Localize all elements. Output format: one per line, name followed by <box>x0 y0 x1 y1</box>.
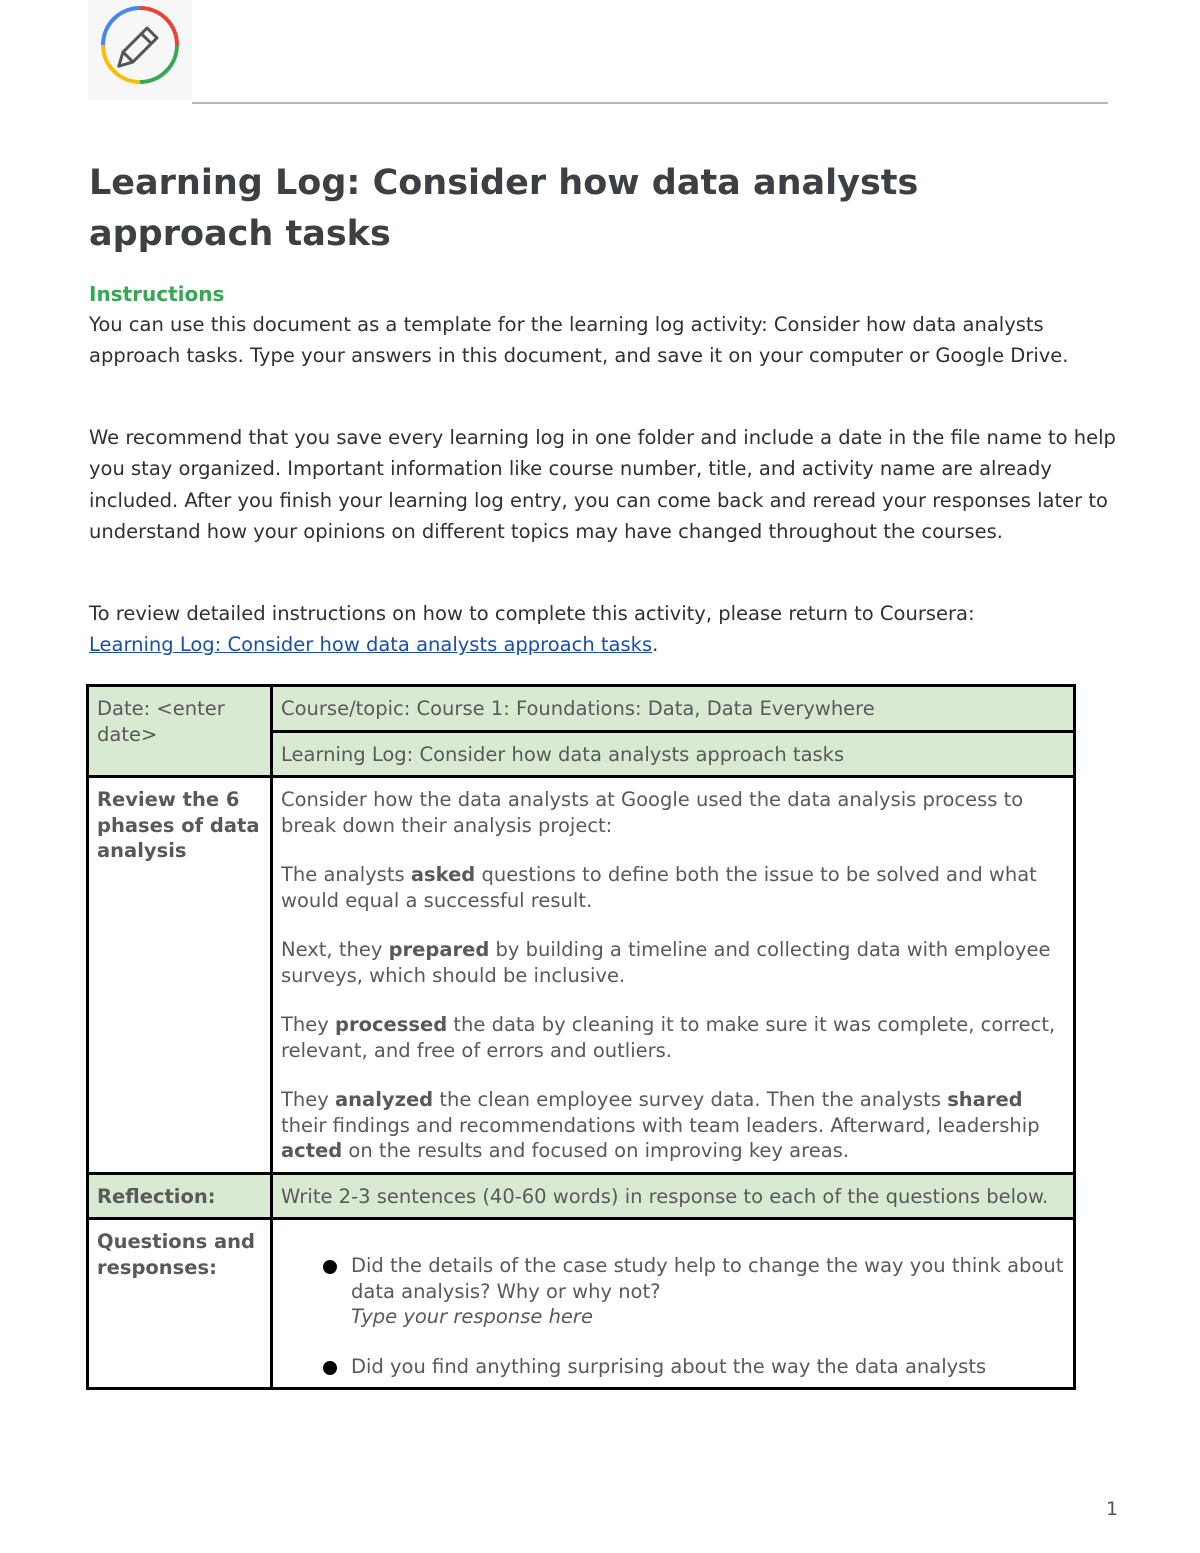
pencil-logo <box>88 0 192 100</box>
question-text: Did the details of the case study help to change the way you think about data analysis? Why or why not? <box>351 1254 1064 1303</box>
date-placeholder[interactable]: <enter date> <box>97 697 225 746</box>
link-period: . <box>652 633 659 657</box>
coursera-text: To review detailed instructions on how to complete this activity, please return to Coursera: <box>89 602 975 625</box>
instructions-paragraph-3 <box>89 598 1119 661</box>
bold-text: prepared <box>388 938 490 961</box>
text: Next, they <box>281 938 389 961</box>
bold-text: processed <box>335 1013 448 1036</box>
instructions-paragraph-1: You can use this document as a template for the learning log activity: Consider how data analysts approach tasks. Type your answers in this document, and save it on your computer or Google Drive. <box>89 313 1069 368</box>
review-analyze-share-act <box>281 1087 1065 1164</box>
text: the clean employee survey data. Then the analysts <box>433 1088 948 1111</box>
text: the data by cleaning it to make sure it was complete, correct, relevant, and free of errors and outliers. <box>281 1013 1056 1062</box>
review-intro: Consider how the data analysts at Google used the data analysis process to break down their analysis project: <box>281 788 1024 837</box>
review-ask <box>281 862 1065 913</box>
review-content <box>272 777 1075 1174</box>
review-process <box>281 1012 1065 1063</box>
instructions-heading: Instructions <box>89 282 225 306</box>
learning-log-cell <box>272 731 1075 777</box>
reflection-value: Write 2-3 sentences (40-60 words) in response to each of the questions below. <box>272 1173 1075 1219</box>
date-label: Date: <box>97 697 151 720</box>
coursera-activity-link[interactable]: Learning Log: Consider how data analysts approach tasks <box>89 633 653 657</box>
text: The analysts <box>281 863 411 886</box>
bullet-icon <box>323 1361 337 1375</box>
list-item <box>323 1354 1065 1380</box>
learning-log-table <box>86 684 1076 1390</box>
questions-label: Questions and responses: <box>88 1219 272 1389</box>
pencil-icon <box>88 0 192 100</box>
bold-text: asked <box>410 863 476 886</box>
page-number: 1 <box>1106 1498 1119 1520</box>
question-text: Did you find anything surprising about the way the data analysts <box>351 1354 987 1378</box>
course-label: Course/topic: <box>281 697 411 720</box>
bold-text: acted <box>281 1139 343 1162</box>
review-label: Review the 6 phases of data analysis <box>88 777 272 1174</box>
date-cell[interactable] <box>88 686 272 777</box>
text: on the results and focused on improving key areas. <box>342 1139 850 1162</box>
learning-log-label: Learning Log: <box>281 742 414 766</box>
table-row <box>88 1173 1075 1219</box>
table-row <box>88 777 1075 1174</box>
bold-text: analyzed <box>335 1088 434 1111</box>
document-title: Learning Log: Consider how data analysts approach tasks <box>89 163 919 254</box>
response-field[interactable]: Type your response here <box>351 1305 593 1328</box>
text: their findings and recommendations with team leaders. Afterward, leadership <box>281 1113 1040 1137</box>
text: They <box>281 1013 336 1036</box>
table-row <box>88 686 1075 732</box>
header-divider <box>192 102 1108 104</box>
review-prepare <box>281 937 1065 988</box>
bullet-icon <box>323 1260 337 1274</box>
questions-list <box>281 1253 1065 1379</box>
questions-content <box>272 1219 1075 1389</box>
reflection-label: Reflection: <box>88 1173 272 1219</box>
learning-log-value: Consider how data analysts approach tasks <box>419 742 845 766</box>
course-cell <box>272 686 1075 732</box>
text: by building a timeline and collecting data with employee surveys, which should be inclusive. <box>281 938 1051 987</box>
list-item <box>323 1253 1065 1330</box>
course-value: Course 1: Foundations: Data, Data Everywhere <box>416 697 875 720</box>
text: They <box>281 1088 336 1111</box>
instructions-paragraph-2: We recommend that you save every learning log in one folder and include a date in the file name to help you stay organized. Important information like course number, title, and activity name are already included. After you finish your learning log entry, you can come back and reread your responses later to understand how your opinions on different topics may have changed throughout the courses. <box>89 426 1116 543</box>
table-row <box>88 1219 1075 1389</box>
text: questions to define both the issue to be solved and what would equal a successful result. <box>281 863 1037 912</box>
bold-text: shared <box>947 1088 1023 1111</box>
